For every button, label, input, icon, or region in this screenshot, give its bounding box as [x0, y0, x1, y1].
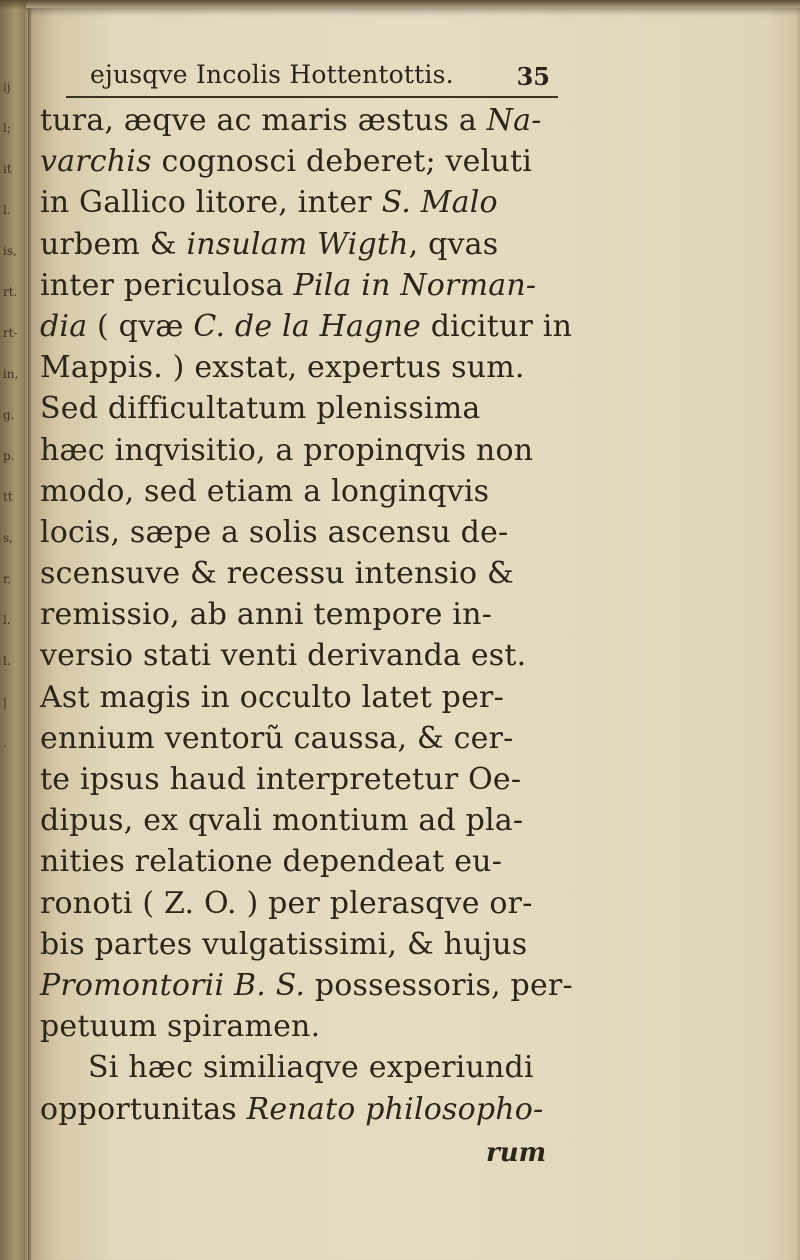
facing-page-mark: s, — [3, 531, 13, 545]
text-line — [40, 594, 580, 635]
text-run: , qvas — [408, 226, 499, 262]
text-line — [40, 635, 580, 676]
italic-run: Pila in Norman- — [293, 267, 537, 303]
text-run: versio stati venti derivanda est. — [40, 638, 527, 674]
text-line — [40, 677, 580, 718]
text-line — [40, 430, 580, 471]
italic-run: Promontorii B. S. — [40, 967, 306, 1003]
facing-page-mark: rt- — [3, 326, 18, 340]
text-line — [40, 553, 580, 594]
facing-page-mark: rt. — [3, 285, 18, 299]
text-run: ronoti ( Z. O. ) per plerasqve or- — [40, 885, 533, 921]
italic-run: Na- — [486, 103, 542, 138]
text-line — [40, 265, 580, 306]
top-edge-shadow — [0, 0, 800, 10]
facing-page-mark: . — [3, 736, 7, 750]
italic-run: insulam — [186, 226, 308, 262]
text-line — [40, 471, 580, 512]
italic-run: Wigth — [307, 226, 409, 262]
body-text — [40, 100, 580, 1130]
text-line — [40, 924, 580, 965]
text-line — [40, 883, 580, 924]
page-number: 35 — [516, 62, 550, 91]
text-run: dicitur in — [420, 308, 573, 344]
italic-run: dia — [40, 308, 88, 344]
text-line — [40, 388, 580, 429]
text-line — [40, 141, 580, 182]
facing-page-edge — [0, 0, 26, 1260]
facing-page-mark: p. — [3, 449, 15, 463]
text-run: Si hæc similiaqve experiundi — [88, 1050, 534, 1086]
text-run: remissio, ab anni tempore in- — [40, 597, 492, 633]
running-header — [86, 58, 558, 98]
facing-page-mark: l; — [3, 121, 11, 135]
facing-page-mark: tt — [3, 490, 13, 504]
italic-run: C. de la Hagne — [193, 308, 421, 344]
text-line — [40, 800, 580, 841]
text-run: petuum spiramen. — [40, 1009, 321, 1045]
text-line — [40, 1089, 580, 1130]
catchword: rum — [486, 1138, 547, 1168]
text-line — [40, 182, 580, 223]
header-rule — [66, 96, 558, 98]
text-line — [40, 841, 580, 882]
facing-page-mark: ij — [3, 80, 11, 94]
text-run: Ast magis in occulto latet per- — [40, 679, 504, 715]
text-run: tura, æqve ac maris æstus a — [40, 103, 487, 138]
text-run: urbem & — [40, 226, 187, 262]
text-run: Mappis. ) exstat, expertus sum. — [40, 350, 525, 386]
facing-page-mark: g. — [3, 408, 15, 422]
text-run: dipus, ex qvali montium ad pla- — [40, 803, 524, 839]
text-line — [40, 759, 580, 800]
facing-page-mark: r, — [3, 572, 12, 586]
text-run: nities relatione dependeat eu- — [40, 844, 503, 880]
text-line — [40, 306, 580, 347]
running-title: ejusqve Incolis Hottentottis. — [90, 60, 454, 89]
text-run: scensuve & recessu intensio & — [40, 556, 514, 592]
text-line — [40, 512, 580, 553]
text-run: inter periculosa — [40, 267, 294, 303]
page-crease — [28, 8, 32, 1260]
text-run: locis, sæpe a solis ascensu de- — [40, 514, 509, 550]
italic-run: Renato philosopho- — [246, 1091, 544, 1127]
facing-page-mark: is, — [3, 244, 17, 258]
facing-page-mark: l. — [3, 203, 11, 217]
text-run: bis partes vulgatissimi, & hujus — [40, 926, 528, 962]
text-line — [40, 100, 580, 141]
facing-page-mark: in, — [3, 367, 19, 381]
text-run: te ipsus haud interpretetur Oe- — [40, 762, 522, 797]
text-line — [40, 718, 580, 759]
text-run: hæc inqvisitio, a propinqvis non — [40, 432, 534, 468]
text-run: ennium ventorũ caussa, & cer- — [40, 720, 514, 756]
text-line — [40, 347, 580, 388]
text-run: ( qvæ — [87, 308, 194, 344]
text-line — [40, 965, 580, 1006]
text-run: Sed difficultatum plenissima — [40, 391, 481, 427]
text-run: opportunitas — [40, 1091, 247, 1127]
text-run: in Gallico litore, inter — [40, 185, 382, 221]
facing-page-mark: l. — [3, 613, 11, 627]
text-run: modo, sed etiam a longinqvis — [40, 473, 490, 509]
facing-page-mark: it — [3, 162, 12, 176]
text-line — [40, 224, 580, 265]
text-run: cognosci deberet; veluti — [151, 144, 532, 180]
text-line — [40, 1006, 580, 1047]
text-run: possessoris, per- — [305, 967, 573, 1003]
italic-run: S. Malo — [381, 185, 498, 221]
facing-page-mark: | — [3, 695, 8, 709]
italic-run: varchis — [40, 144, 152, 180]
facing-page-mark: l. — [3, 654, 11, 668]
text-line — [40, 1047, 580, 1088]
